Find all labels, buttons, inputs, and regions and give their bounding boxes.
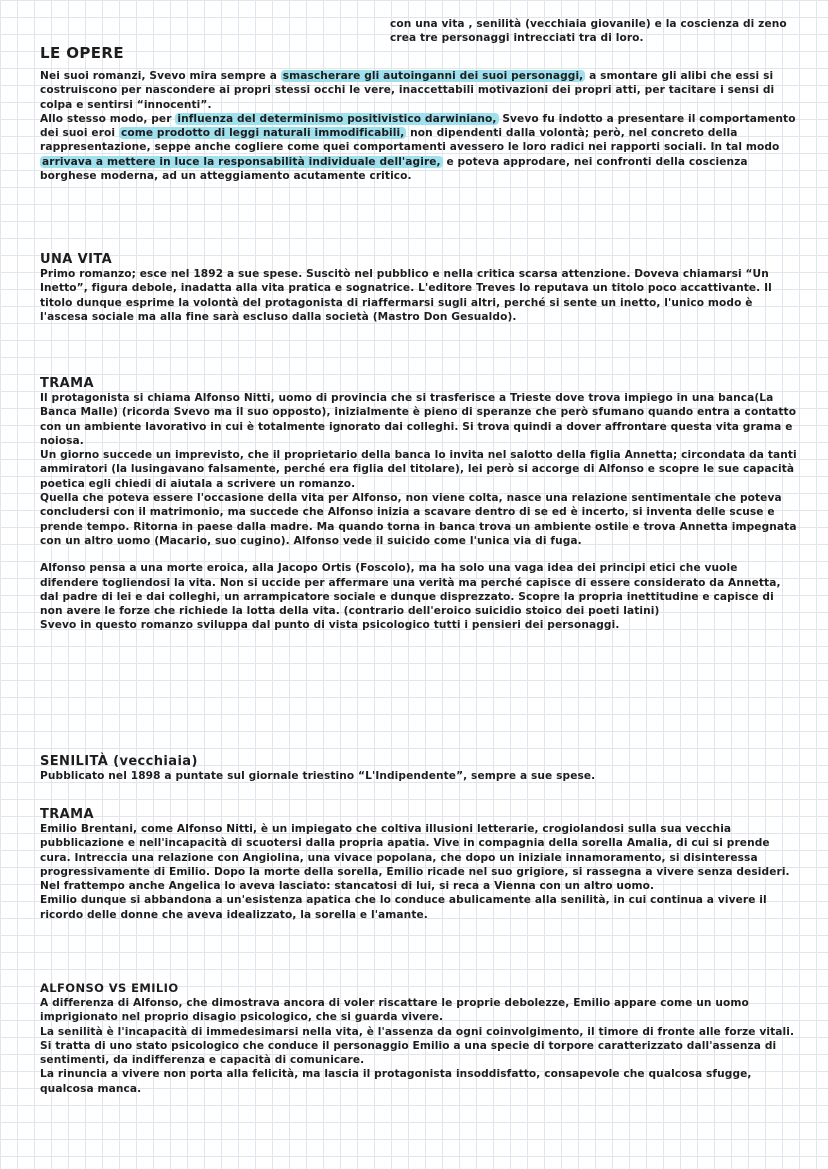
text-run: Svevo fu indotto a presentare il comportamento dei suoi eroi bbox=[40, 112, 796, 140]
section-una-vita bbox=[40, 252, 798, 324]
confronto-paragraph-3: Si tratta di uno stato psicologico che conduce il personaggio Emilio a una specie di torpore caratterizzato dall'assenza di sentimenti, da indifferenza e capacità di comunicare. bbox=[40, 1039, 777, 1067]
confronto-paragraph-2: La senilità è l'incapacità di immedesimarsi nella vita, è l'assenza da ogni coinvolgimento, il timore di fronte alle forze vitali. bbox=[40, 1025, 795, 1038]
text-run: a smontare gli alibi che essi si costruiscono per nascondere ai propri stessi occhi le vere, inaccettabili motivazioni dei propri atti, per tacitare i sensi di colpa e sentirsi “innocenti”. bbox=[40, 70, 775, 111]
trama1-paragraph-5: Svevo in questo romanzo sviluppa dal punto di vista psicologico tutti i pensieri dei personaggi. bbox=[40, 619, 620, 632]
section-title-senilita: SENILITÀ (vecchiaia) bbox=[40, 754, 198, 769]
senilita-text: Pubblicato nel 1898 a puntate sul giornale triestino “L'Indipendente”, sempre a sue spese. bbox=[40, 770, 596, 782]
trama2-paragraph-2: Emilio dunque si abbandona a un'esistenza apatica che lo conduce abulicamente alla senilità, in cui continua a vivere il ricordo delle donne che aveva idealizzato, la sorella e l'amante. bbox=[40, 894, 767, 921]
top-note: con una vita , senilità (vecchiaia giovanile) e la coscienza di zeno crea tre personaggi intrecciati tra di loro. bbox=[390, 18, 787, 45]
section-trama-una-vita bbox=[40, 376, 798, 633]
confronto-paragraph-1: A differenza di Alfonso, che dimostrava ancora di voler riscattare le proprie debolezze, Emilio appare come un uomo imprigionato nel proprio disagio psicologico, che si guarda vivere. bbox=[40, 997, 749, 1024]
highlight-determinismo: influenza del determinismo positivistico darwiniano, bbox=[177, 112, 497, 125]
section-title-trama-1: TRAMA bbox=[40, 376, 94, 391]
text-run: Nei suoi romanzi, Svevo mira sempre a bbox=[40, 70, 281, 82]
section-title-una-vita: UNA VITA bbox=[40, 252, 113, 267]
section-le-opere bbox=[40, 46, 798, 183]
confronto-paragraph-4: La rinuncia a vivere non porta alla felicità, ma lascia il protagonista insoddisfatto, consapevole che qualcosa sfugge, qualcosa manca. bbox=[40, 1068, 752, 1095]
section-senilita bbox=[40, 754, 798, 783]
highlight-leggi-naturali: come prodotto di leggi naturali immodificabili, bbox=[120, 127, 405, 140]
trama2-paragraph-1: Emilio Brentani, come Alfonso Nitti, è un impiegato che coltiva illusioni letterarie, crogiolandosi sulla sua vecchia pubblicazione e nell'incapacità di scuotersi dalla propria apatia. Vive in compagnia della sorella Amalia, di cui si prende cura. Intreccia una relazione con Angiolina, una vivace popolana, che dopo un iniziale innamoramento, si disinteressa progressivamente di Emilio. Dopo la morte della sorella, Emilio ricade nel suo grigiore, si rassegna a vivere senza desideri. Nel frattempo anche Angelica lo aveva lasciato: stancatosi di lui, si reca a Vienna con un altro uomo. bbox=[40, 823, 790, 893]
trama1-paragraph-4: Alfonso pensa a una morte eroica, alla Jacopo Ortis (Foscolo), ma ha solo una vaga idea dei principi etici che vuole difendere togliendosi la vita. Non si uccide per affermare una verità ma perché capisce di essere considerato da Annetta, dal padre di lei e dai colleghi, un arrampicatore sociale e dunque disprezzato. Scopre la propria inettitudine e capisce di non avere le forze che richiede la lotta della vita. (contrario dell'eroico suicidio stoico dei poeti latini) bbox=[40, 562, 781, 618]
opere-paragraph-2 bbox=[40, 112, 798, 183]
opere-paragraph-1 bbox=[40, 69, 798, 112]
highlight-autoinganni: smascherare gli autoinganni dei suoi personaggi, bbox=[282, 70, 584, 82]
highlight-responsabilita: arrivava a mettere in luce la responsabilità individuale dell'agire, bbox=[42, 155, 441, 168]
trama1-paragraph-3: Quella che poteva essere l'occasione della vita per Alfonso, non viene colta, nasce una relazione sentimentale che poteva concludersi con il matrimonio, ma succede che Alfonso inizia a scavare dentro di se ed è incerto, si inventa delle scuse e prende tempo. Ritorna in paese dalla madre. Ma quando torna in banca trova un ambiente ostile e trova Annetta impegnata con un altro uomo (Macario, suo cugino). Alfonso vede il suicido come l'unica via di fuga. bbox=[40, 492, 797, 547]
section-title-confronto: ALFONSO VS EMILIO bbox=[40, 981, 179, 995]
section-trama-senilita bbox=[40, 807, 798, 922]
text-run: non dipendenti dalla volontà; però, nel concreto della rappresentazione, seppe anche cogliere come quei comportamenti avessero le loro radici nei rapporti sociali. In tal modo bbox=[40, 127, 780, 154]
trama1-paragraph-1: Il protagonista si chiama Alfonso Nitti, uomo di provincia che si trasferisce a Trieste dove trova impiego in una banca(La Banca Malle) (ricorda Svevo ma il suo opposto), inizialmente è pieno di speranze che però sfumano quando entra a contatto con un ambiente lavorativo in cui è totalmente ignorato dai colleghi. Si trova quindi a dover affrontare questa vita grama e noiosa. bbox=[40, 392, 797, 447]
section-alfonso-vs-emilio bbox=[40, 981, 798, 1096]
una-vita-text: Primo romanzo; esce nel 1892 a sue spese. Suscitò nel pubblico e nella critica scarsa attenzione. Doveva chiamarsi “Un Inetto”, figura debole, inadatta alla vita pratica e sognatrice. L'editore Treves lo reputava un titolo poco accattivante. Il titolo dunque esprime la volontà del protagonista di riaffermarsi sugli altri, perché si sente un inetto, l'unico modo è l'ascesa sociale ma alla fine sarà escluso dalla società (Mastro Don Gesualdo). bbox=[40, 268, 772, 323]
section-title-trama-2: TRAMA bbox=[40, 807, 94, 822]
text-run: Allo stesso modo, per bbox=[40, 112, 176, 125]
text-run: e poteva approdare, nei confronti della coscienza borghese moderna, ad un atteggiamento acutamente critico. bbox=[40, 155, 748, 183]
trama1-paragraph-2: Un giorno succede un imprevisto, che il proprietario della banca lo invita nel salotto della figlia Annetta; circondata da tanti ammiratori (la lusingavano falsamente, perché era figlia del titolare), lei però si accorge di Alfonso e scopre le sue capacità poetica egli chiedi di aiutala a scrivere un romanzo. bbox=[40, 449, 797, 490]
section-title-le-opere: LE OPERE bbox=[40, 44, 125, 62]
